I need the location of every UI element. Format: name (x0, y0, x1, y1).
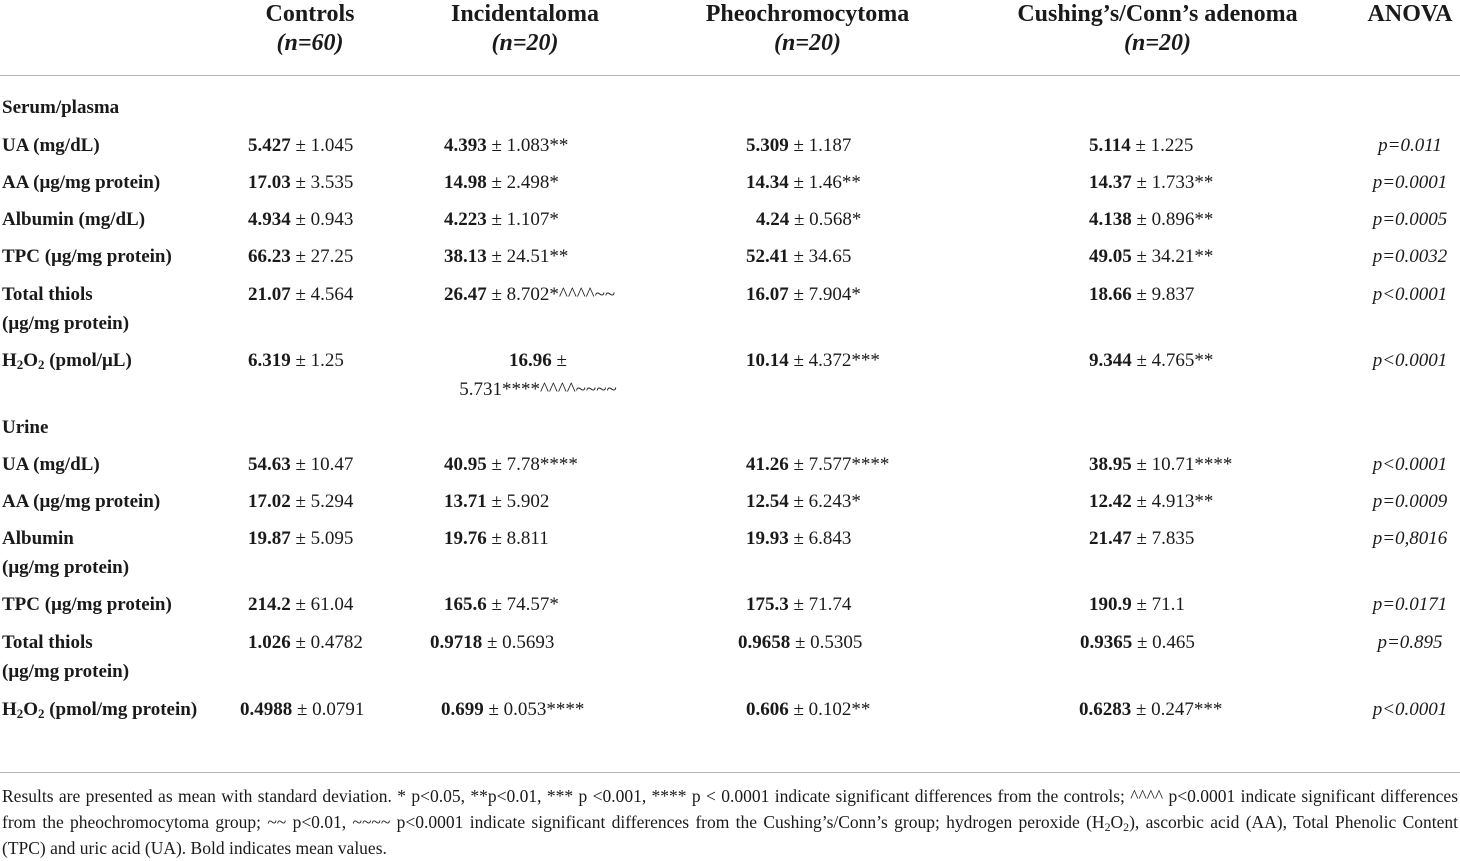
row-label: TPC (μg/mg protein) (2, 594, 172, 615)
row-label: TPC (μg/mg protein) (2, 246, 172, 267)
anova-p: p<0.0001 (1372, 454, 1448, 475)
value-cell: 4.223 ± 1.107* (444, 209, 559, 230)
table-footnote: Results are presented as mean with standard deviation. * p<0.05, **p<0.01, *** p <0.001, **** p < 0.0001 indicate significant differences from the controls; ^^^^ p<0.0001 indicate significant differences from the pheochromocytoma group; ~~ p<0.01, ~~~~ p<0.0001 indicate significant differences from the Cushing’s/Conn’s group; hydrogen peroxide $(H_2O_2)$, ascorbic acid (AA), Total Phenolic Content (TPC) and uric acid (UA). Bold indicates mean values. (2, 786, 1458, 858)
value-cell: 19.87 ± 5.095 (248, 528, 354, 549)
footer-rule (0, 772, 1460, 773)
value-cell: 6.319 ± 1.25 (248, 350, 344, 371)
value-cell: 21.07 ± 4.564 (248, 284, 354, 305)
value-cell: 0.4988 ± 0.0791 (240, 699, 365, 720)
value-cell: 0.9365 ± 0.465 (1080, 632, 1195, 653)
value-cell: 66.23 ± 27.25 (248, 246, 354, 267)
value-cell: 5.427 ± 1.045 (248, 135, 354, 156)
value-cell: 18.66 ± 9.837 (1089, 284, 1195, 305)
value-cell: 5.309 ± 1.187 (746, 135, 852, 156)
header-incidentaloma (400, 0, 650, 58)
value-cell: 0.6283 ± 0.247*** (1079, 699, 1223, 720)
value-cell: 13.71 ± 5.902 (444, 491, 550, 512)
row-label: $H_2O_2$ (pmol/mg protein) (2, 699, 198, 722)
value-cell: 17.02 ± 5.294 (248, 491, 354, 512)
value-cell: 54.63 ± 10.47 (248, 454, 354, 475)
anova-p: p=0.0171 (1372, 594, 1448, 615)
header-pheo-title: Pheochromocytoma (705, 1, 910, 27)
row-label: UA (mg/dL) (2, 135, 100, 156)
row-label: Albumin (μg/mg protein) (2, 528, 130, 578)
value-cell: 165.6 ± 74.57* (444, 594, 559, 615)
value-cell: 12.42 ± 4.913** (1089, 491, 1214, 512)
anova-p: p=0.895 (1377, 632, 1443, 653)
value-cell: 9.344 ± 4.765** (1089, 350, 1214, 371)
value-cell: 175.3 ± 71.74 (746, 594, 852, 615)
value-cell: 14.37 ± 1.733** (1089, 172, 1214, 193)
value-cell: 0.699 ± 0.053**** (441, 699, 585, 720)
value-cell: 0.9718 ± 0.5693 (430, 632, 555, 653)
value-cell: 4.24 ± 0.568* (756, 209, 862, 230)
value-cell: 16.07 ± 7.904* (746, 284, 861, 305)
value-cell: 214.2 ± 61.04 (248, 594, 354, 615)
value-cell: 17.03 ± 3.535 (248, 172, 354, 193)
value-cell: 49.05 ± 34.21** (1089, 246, 1214, 267)
header-cushing-n: (n=20) (1123, 30, 1191, 56)
section-urine: Urine (2, 417, 49, 438)
value-cell: 190.9 ± 71.1 (1089, 594, 1185, 615)
row-label: $H_2O_2$ (pmol/μL) (2, 350, 132, 373)
row-label: UA (mg/dL) (2, 454, 100, 475)
value-cell: 5.114 ± 1.225 (1089, 135, 1194, 156)
anova-p: p=0.0032 (1372, 246, 1448, 267)
value-cell: 19.76 ± 8.811 (444, 528, 549, 549)
value-cell: 41.26 ± 7.577**** (746, 454, 890, 475)
section-serum: Serum/plasma (2, 97, 120, 118)
value-cell: 21.47 ± 7.835 (1089, 528, 1195, 549)
value-cell: 4.934 ± 0.943 (248, 209, 354, 230)
value-cell: 40.95 ± 7.78**** (444, 454, 578, 475)
anova-p: p<0.0001 (1372, 284, 1448, 305)
value-cell: 52.41 ± 34.65 (746, 246, 852, 267)
value-cell: 4.138 ± 0.896** (1089, 209, 1214, 230)
value-cell: 38.13 ± 24.51** (444, 246, 569, 267)
header-controls-n: (n=60) (276, 30, 344, 56)
row-label: AA (μg/mg protein) (2, 172, 161, 193)
anova-p: p=0.011 (1378, 135, 1442, 156)
anova-p: p=0.0001 (1372, 172, 1448, 193)
value-cell: 0.606 ± 0.102** (746, 699, 871, 720)
header-controls (210, 0, 410, 58)
anova-p: p=0.0005 (1372, 209, 1448, 230)
value-cell: 12.54 ± 6.243* (746, 491, 861, 512)
value-cell: 26.47 ± 8.702*^^^^~~ (444, 284, 616, 305)
header-pheochromocytoma (680, 0, 935, 58)
anova-p: p<0.0001 (1372, 699, 1448, 720)
header-rule (0, 75, 1460, 76)
header-anova (1355, 0, 1460, 29)
anova-p: p=0,8016 (1372, 528, 1448, 549)
header-incidentaloma-title: Incidentaloma (450, 1, 599, 27)
anova-p: p=0.0009 (1372, 491, 1448, 512)
value-cell: 14.98 ± 2.498* (444, 172, 559, 193)
row-label: Total thiols (μg/mg protein) (2, 632, 130, 682)
row-label: Total thiols (μg/mg protein) (2, 284, 130, 334)
row-label: AA (μg/mg protein) (2, 491, 161, 512)
value-cell: 14.34 ± 1.46** (746, 172, 861, 193)
table-header (0, 0, 1460, 76)
header-incidentaloma-n: (n=20) (491, 30, 559, 56)
header-cushing (990, 0, 1325, 58)
header-pheo-n: (n=20) (773, 30, 841, 56)
value-cell: 19.93 ± 6.843 (746, 528, 852, 549)
value-cell: 4.393 ± 1.083** (444, 135, 569, 156)
header-anova-title: ANOVA (1367, 1, 1453, 27)
anova-p: p<0.0001 (1372, 350, 1448, 371)
row-label: Albumin (mg/dL) (2, 209, 146, 230)
value-cell: 1.026 ± 0.4782 (248, 632, 363, 653)
value-cell: 10.14 ± 4.372*** (746, 350, 880, 371)
header-cushing-title: Cushing’s/Conn’s adenoma (1017, 1, 1298, 27)
value-cell: 16.96 ± 5.731****^^^^~~~~ (459, 350, 617, 400)
value-cell: 38.95 ± 10.71**** (1089, 454, 1233, 475)
value-cell: 0.9658 ± 0.5305 (738, 632, 863, 653)
header-controls-title: Controls (265, 1, 355, 27)
